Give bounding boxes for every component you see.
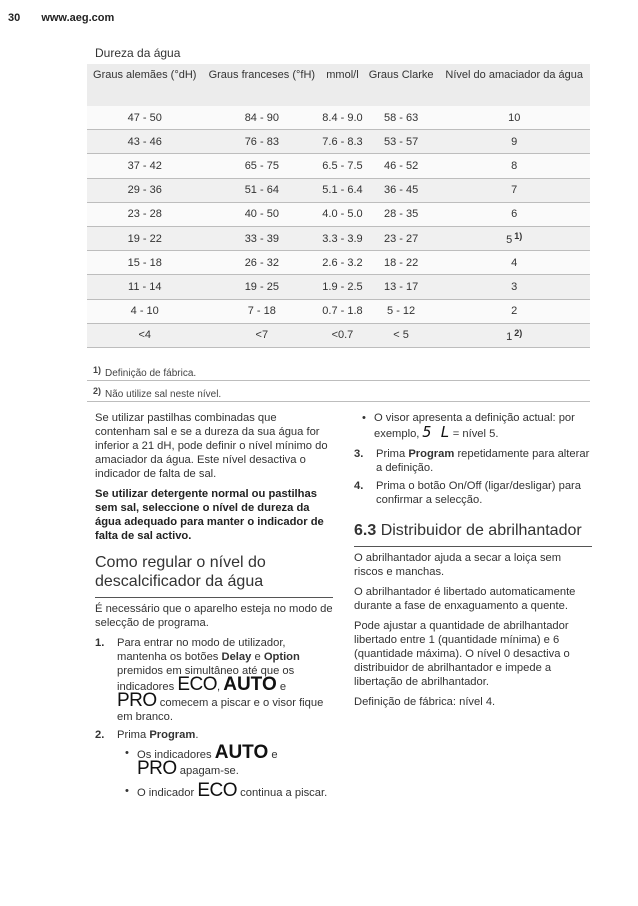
column-header: Graus Clarke [364, 64, 439, 106]
table-caption: Dureza da água [95, 46, 181, 60]
paragraph-bold: Se utilizar detergente normal ou pastilhas sem sal, seleccione o nível de dureza da água adequado para manter o indicador de falta de sal activo. [95, 488, 324, 542]
column-header: mmol/l [321, 64, 364, 106]
section-heading: Como regular o nível do descalcificador da água [95, 553, 333, 598]
table-cell: 23 - 27 [364, 226, 439, 250]
table-cell: 2 [438, 299, 590, 323]
column-header: Nível do amaciador da água [438, 64, 590, 106]
table-cell: 23 - 28 [87, 202, 202, 226]
section-heading: 6.3 Distribuidor de abrilhantador [354, 521, 592, 547]
page-number: 30 [8, 12, 21, 24]
section-number: 6.3 [354, 522, 377, 539]
column-header: Graus alemães (°dH) [87, 64, 202, 106]
table-cell: 7.6 - 8.3 [321, 130, 364, 154]
table-row [87, 130, 590, 154]
display-segment-readout: 5 L [422, 423, 450, 441]
table-cell: 7 [438, 178, 590, 202]
table-cell: < 5 [364, 323, 439, 347]
table-cell: 8.4 - 9.0 [321, 106, 364, 130]
table-cell: 46 - 52 [364, 154, 439, 178]
table-cell: 4 [438, 251, 590, 275]
paragraph: Se utilizar pastilhas combinadas que contenham sal e se a dureza da sua água for inferior a 21 dH, pode definir o nível mínimo do amaciador da água. Este nível desactiva o indicador de falta de sal. [95, 412, 328, 480]
page-header [8, 12, 114, 24]
step-number: 4. [354, 480, 364, 492]
footnote-ref: 2) [514, 327, 523, 338]
table-cell: 76 - 83 [202, 130, 321, 154]
table-cell: 47 - 50 [87, 106, 202, 130]
bullet-item [354, 411, 592, 441]
auto-indicator: AUTO [214, 742, 269, 763]
table-cell: 58 - 63 [364, 106, 439, 130]
right-column [354, 411, 592, 715]
step-text: Prima o botão On/Off (ligar/desligar) para confirmar a selecção. [376, 480, 581, 506]
paragraph: Pode ajustar a quantidade de abrilhantador libertado entre 1 (quantidade mínima) e 6 (quantidade máxima). O nível 0 desactiva o distribuidor de abrilhantador e impede a libertação de abrilhantador. [354, 620, 570, 688]
table-cell: 5 $^{1)}$ [438, 226, 590, 250]
table-row [87, 226, 590, 250]
table-cell: 28 - 35 [364, 202, 439, 226]
site-url: www.aeg.com [41, 12, 115, 24]
auto-indicator: AUTO [223, 674, 277, 695]
table-cell: 10 [438, 106, 590, 130]
paragraph: O abrilhantador é libertado automaticamente durante a fase de enxaguamento a quente. [354, 586, 576, 612]
step-number: 1. [95, 637, 105, 649]
table-cell: 40 - 50 [202, 202, 321, 226]
table-cell: 5 - 12 [364, 299, 439, 323]
table-header-row [87, 64, 590, 106]
step-item [95, 636, 333, 724]
bullet-text: O visor apresenta a definição actual: por exemplo, 5 L = nível 5. [374, 412, 575, 441]
table-body [87, 106, 590, 347]
table-row [87, 251, 590, 275]
eco-indicator: ECO [177, 674, 218, 695]
bullet-text: O indicador ECO continua a piscar. [137, 780, 328, 801]
step-text: Para entrar no modo de utilizador, mantenha os botões Delay e Option premidos em simultâneo até que os indicadores ECO, AUTO e PRO comecem a piscar e o visor fique em branco. [117, 637, 324, 723]
table-cell: 51 - 64 [202, 178, 321, 202]
pro-indicator: PRO [117, 690, 157, 711]
table-cell: 43 - 46 [87, 130, 202, 154]
water-hardness-table [87, 64, 590, 348]
step-number: 3. [354, 448, 364, 460]
table-row [87, 178, 590, 202]
table-cell: 4.0 - 5.0 [321, 202, 364, 226]
bullet-item [117, 780, 333, 801]
table-cell: 33 - 39 [202, 226, 321, 250]
table-cell: 7 - 18 [202, 299, 321, 323]
table-cell: 0.7 - 1.8 [321, 299, 364, 323]
bullet-icon: • [125, 785, 129, 797]
table-cell: 3.3 - 3.9 [321, 226, 364, 250]
table-cell: 8 [438, 154, 590, 178]
eco-indicator: ECO [197, 780, 238, 801]
table-cell: <0.7 [321, 323, 364, 347]
table-footnotes [87, 360, 590, 402]
paragraph: É necessário que o aparelho esteja no modo de selecção de programa. [95, 603, 333, 629]
table-cell: 2.6 - 3.2 [321, 251, 364, 275]
paragraph: O abrilhantador ajuda a secar a loiça sem riscos e manchas. [354, 552, 562, 578]
pro-indicator: PRO [137, 758, 177, 779]
table-cell: 19 - 25 [202, 275, 321, 299]
step-text: Prima Program. [117, 729, 199, 741]
left-column [95, 411, 333, 806]
table-row [87, 106, 590, 130]
table-cell: 65 - 75 [202, 154, 321, 178]
table-cell: <7 [202, 323, 321, 347]
table-cell: 84 - 90 [202, 106, 321, 130]
table-cell: 26 - 32 [202, 251, 321, 275]
footnote: 1) Definição de fábrica. [87, 360, 590, 381]
table-cell: 53 - 57 [364, 130, 439, 154]
table-row [87, 202, 590, 226]
footnote: 2) Não utilize sal neste nível. [87, 381, 590, 402]
table-cell: 9 [438, 130, 590, 154]
column-header: Graus franceses (°fH) [202, 64, 321, 106]
table-cell: <4 [87, 323, 202, 347]
footnote-ref: 1) [514, 231, 523, 242]
table-cell: 3 [438, 275, 590, 299]
table-cell: 18 - 22 [364, 251, 439, 275]
bullet-item [117, 742, 333, 779]
bullet-icon: • [125, 747, 129, 759]
table-cell: 15 - 18 [87, 251, 202, 275]
table-cell: 13 - 17 [364, 275, 439, 299]
paragraph: Definição de fábrica: nível 4. [354, 696, 496, 708]
table-cell: 6 [438, 202, 590, 226]
step-item [354, 447, 592, 475]
table-cell: 4 - 10 [87, 299, 202, 323]
table-row [87, 299, 590, 323]
table-cell: 36 - 45 [364, 178, 439, 202]
table-cell: 19 - 22 [87, 226, 202, 250]
table-row [87, 154, 590, 178]
bullet-icon: • [362, 412, 366, 424]
table-cell: 11 - 14 [87, 275, 202, 299]
table-cell: 1 $^{2)}$ [438, 323, 590, 347]
step-text: Prima Program repetidamente para alterar a definição. [376, 448, 590, 474]
step-item [95, 728, 333, 742]
step-number: 2. [95, 729, 105, 741]
table-row [87, 323, 590, 347]
table-cell: 29 - 36 [87, 178, 202, 202]
bullet-text: Os indicadores AUTO e PRO apagam-se. [137, 742, 278, 779]
table-cell: 6.5 - 7.5 [321, 154, 364, 178]
table-cell: 37 - 42 [87, 154, 202, 178]
step-item [354, 479, 592, 507]
table-cell: 5.1 - 6.4 [321, 178, 364, 202]
table-cell: 1.9 - 2.5 [321, 275, 364, 299]
table-row [87, 275, 590, 299]
